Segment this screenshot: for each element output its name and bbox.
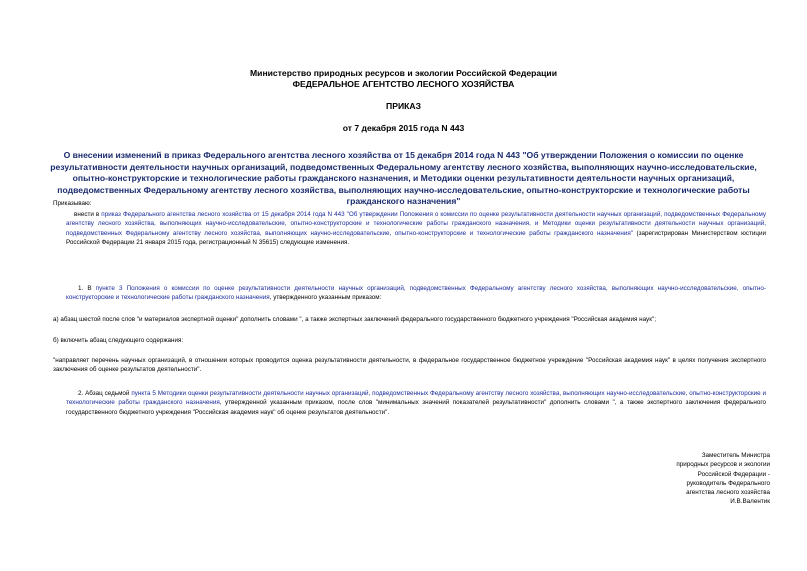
signature-line: Российской Федерации - <box>697 470 770 478</box>
document-title: О внесении изменений в приказ Федерального агентства лесного хозяйства от 15 декабря 2014 года N 443 "Об утверждении Положения о комиссии по оценке результативности деятельности научных организаций, подведомственных Федеральному агентству лесного хозяйства, выполняющих научно-исследовательские, опытно-конструкторские и технологические работы гражданского назначения, и Методики оценки результативности деятельности научных организаций, подведомственных Федеральному агентству лесного хозяйства, выполняющих научно-исследовательские, опытно-конструкторские и технологические работы гражданского назначения" <box>50 150 757 207</box>
item-1-prefix: 1. В <box>78 285 96 292</box>
item-2-paragraph <box>66 389 766 417</box>
intro-suffix: (зарегистрирован Министерством юстиции Российской Федерации 21 января 2015 года, регистрационный N 35615) следующие изменения. <box>66 229 766 247</box>
order-word: Приказываю: <box>53 200 92 207</box>
document-date-number: от 7 декабря 2015 года N 443 <box>342 123 465 133</box>
intro-paragraph <box>66 210 766 248</box>
ministry-name: Министерство природных ресурсов и экологии Российской Федерации <box>250 68 557 78</box>
regulation-link[interactable]: пункте 3 Положения о комиссии по оценке результативности деятельности научных организаций, подведомственных Федеральному агентству лесного хозяйства, выполняющих научно-исследовательские, опытно-конструкторские и технологические работы гражданского назначения <box>66 285 766 302</box>
quoted-paragraph: "направляет перечень научных организаций, в отношении которых проводится оценка результативности деятельности, в федеральное государственное бюджетное учреждение "Российская академия наук" в целях получения экспертного заключения об оценке результатов деятельности". <box>53 357 766 374</box>
signature-line: природных ресурсов и экологии <box>676 461 770 469</box>
item-b-paragraph: б) включить абзац следующего содержания: <box>53 337 184 344</box>
document-type: ПРИКАЗ <box>386 101 421 111</box>
intro-prefix: внести в <box>74 211 102 218</box>
signature-block <box>620 451 770 507</box>
agency-name: ФЕДЕРАЛЬНОЕ АГЕНТСТВО ЛЕСНОГО ХОЗЯЙСТВА <box>292 79 515 89</box>
item-2-prefix: 2. Абзац седьмой <box>78 390 132 397</box>
methodology-link[interactable]: пункта 5 Методики оценки результативности деятельности научных организаций, подведомственных Федеральному агентству лесного хозяйства, выполняющих научно-исследовательские, опытно-конструкторские и технологические работы гражданского назначения <box>66 390 766 407</box>
order-link[interactable]: приказ Федерального агентства лесного хозяйства от 15 декабря 2014 года N 443 "Об утверждении Положения о комиссии по оценке результативности деятельности научных организаций, подведомственных Федеральному агентству лесного хозяйства, выполняющих научно-исследовательские, опытно-конструкторские и технологические работы гражданского назначения, и Методики оценки результативности деятельности научных организаций, подведомственных Федеральному агентству лесного хозяйства, выполняющих научно-исследовательские, опытно-конструкторские и технологические работы гражданского назначения" <box>66 211 767 237</box>
signature-line: агентства лесного хозяйства <box>686 489 770 497</box>
signature-line: руководитель Федерального <box>686 479 770 487</box>
item-2-suffix: , утвержденной указанным приказом, после слов "минимальных значений показателей результативности" дополнить словами ", а также экспертного заключения федерального государственного бюджетного учреждения "Российская академия наук" об оценке результатов деятельности". <box>66 399 766 416</box>
signature-line: Заместитель Министра <box>701 452 770 459</box>
item-a-paragraph: а) абзац шестой после слов "и материалов экспертной оценки" дополнить словами ", а также экспертных заключений федерального государственного бюджетного учреждения "Российская академия наук"; <box>53 316 656 323</box>
item-1-suffix: , утвержденного указанным приказом: <box>269 294 382 302</box>
signer-name: И.В.Валентик <box>730 498 770 506</box>
item-1-paragraph <box>66 284 766 303</box>
